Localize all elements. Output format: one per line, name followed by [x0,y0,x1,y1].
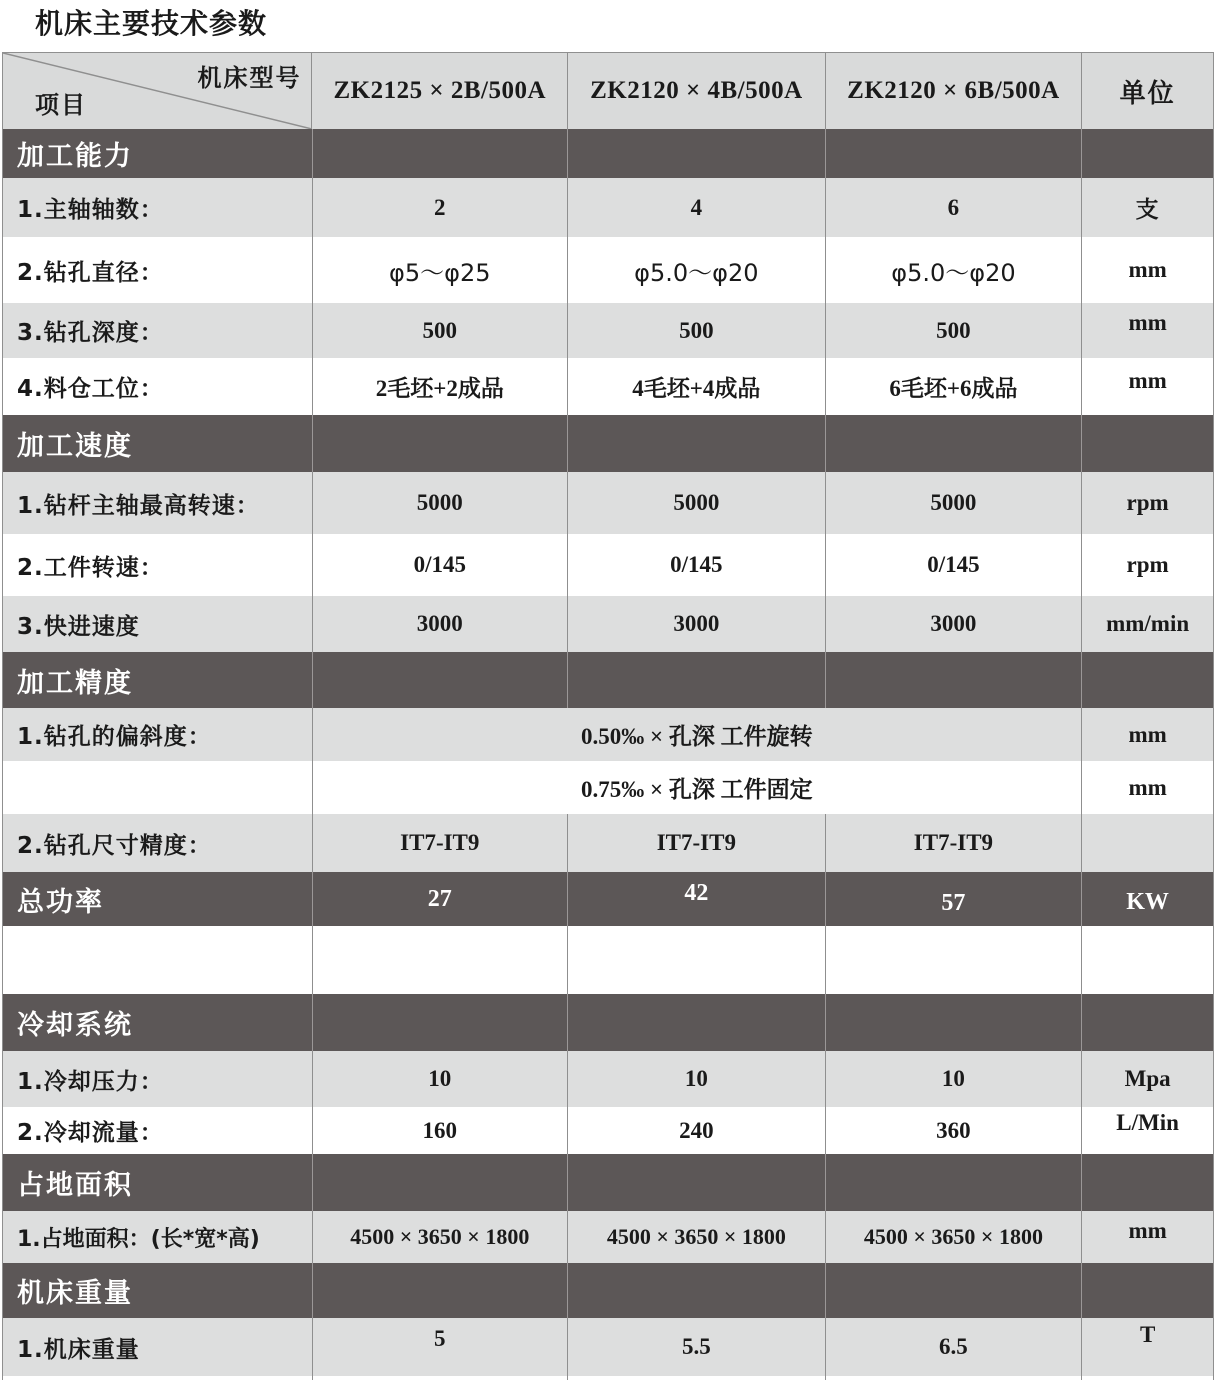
value-cell: 500 [422,317,458,343]
data-row-spindle-count [3,178,1213,237]
value-cell: 10 [428,1066,452,1091]
unit-cell: mm [1128,309,1167,335]
corner-header-cell [3,53,312,129]
column-header-unit: 单位 [1119,78,1176,109]
section-row-machine-weight [3,1263,1213,1318]
row-label: 3.钻孔深度： [17,320,164,346]
value-cell: 3000 [930,611,977,636]
page-title: 机床主要技术参数 [35,7,268,40]
value-cell: 4500 × 3650 × 1800 [350,1224,530,1249]
merged-value-cell: 0.50‰ × 孔深 工件旋转 [581,724,813,749]
value-cell: φ5.0～φ20 [634,258,759,287]
section-label: 加工速度 [17,431,133,462]
value-cell: 5000 [416,490,463,515]
column-header-model-1: ZK2125 × 2B/500A [333,77,547,104]
value-cell: 5000 [673,490,720,515]
row-label: 1.占地面积：(长*宽*高) [17,1226,260,1252]
value-cell: IT7-IT9 [656,830,736,855]
data-row-drilling-diameter [3,237,1213,303]
section-label: 加工能力 [17,141,133,172]
data-row-floor-space-dimensions [3,1211,1213,1263]
unit-cell: mm [1128,721,1167,747]
value-cell: 3000 [673,611,720,636]
unit-cell: mm [1128,1218,1167,1243]
data-row-max-spindle-speed [3,472,1213,534]
unit-cell: 支 [1135,197,1160,223]
value-cell: 360 [936,1117,971,1143]
section-row-machining-speed [3,415,1213,472]
value-cell: 6毛坯+6成品 [889,376,1018,401]
section-row-machining-capacity [3,129,1213,178]
spec-table [2,52,1214,1380]
data-row-workpiece-speed [3,534,1213,596]
unit-cell: L/Min [1116,1109,1179,1135]
section-row-total-power [3,872,1213,926]
unit-cell: mm [1128,257,1167,282]
row-label: 3.快进速度 [17,613,140,640]
value-cell: 5.5 [681,1334,711,1359]
value-cell: IT7-IT9 [913,830,994,855]
unit-cell: T [1139,1322,1156,1347]
row-label: 4.料仓工位： [17,376,164,402]
value-cell: 5000 [930,490,977,515]
value-cell: 3000 [416,611,463,636]
row-label: 1.钻孔的偏斜度： [17,724,212,750]
row-label: 2.冷却流量： [17,1120,164,1146]
empty-spacer-row [3,926,1213,994]
data-row-magazine-stations [3,358,1213,415]
value-cell: IT7-IT9 [400,830,480,855]
data-row-cooling-flow [3,1107,1213,1154]
value-cell: 10 [941,1066,965,1091]
corner-label-machine-model: 机床型号 [197,64,302,92]
data-row-hole-size-accuracy [3,814,1213,872]
data-row-hole-deviation-fixed [3,761,1213,814]
section-label: 机床重量 [17,1278,133,1309]
value-cell: 160 [422,1117,458,1143]
data-row-drilling-depth [3,303,1213,358]
value-cell: 42 [684,879,709,906]
value-cell: φ5.0～φ20 [891,258,1016,287]
unit-cell: KW [1126,888,1169,915]
section-label: 占地面积 [17,1170,133,1201]
unit-cell: mm [1128,367,1167,393]
value-cell: 4500 × 3650 × 1800 [863,1224,1043,1249]
value-cell: 0/145 [927,552,980,577]
data-row-rapid-feed-speed [3,596,1213,652]
row-label: 2.钻孔直径： [17,259,164,286]
row-label: 1.冷却压力： [17,1068,164,1095]
value-cell: 4毛坯+4成品 [632,376,761,401]
value-cell: 240 [679,1117,714,1143]
value-cell: 57 [941,889,966,916]
value-cell: 27 [427,885,452,912]
value-cell: 4500 × 3650 × 1800 [606,1224,786,1249]
value-cell: 500 [936,317,971,343]
column-header-model-2: ZK2120 × 4B/500A [590,77,803,104]
section-row-machining-accuracy [3,652,1213,708]
value-cell: 6.5 [939,1334,968,1359]
row-label: 1.机床重量 [17,1336,140,1363]
value-cell: 0/145 [670,552,723,577]
row-label: 2.钻孔尺寸精度： [17,832,212,859]
section-label: 总功率 [17,886,104,918]
table-header-row [3,53,1213,129]
data-row-hole-deviation-rotating [3,708,1213,761]
row-label: 1.主轴轴数： [17,197,164,223]
value-cell: 5 [434,1326,446,1351]
value-cell: 2毛坯+2成品 [375,376,504,401]
section-row-cooling-system [3,994,1213,1051]
section-label: 加工精度 [17,667,133,699]
section-label: 冷却系统 [17,1010,133,1041]
unit-cell: mm/min [1106,611,1190,636]
row-label: 1.钻杆主轴最高转速： [17,492,260,519]
merged-value-cell: 0.75‰ × 孔深 工件固定 [581,777,813,802]
value-cell: 2 [434,194,446,220]
cutoff-partial-row [3,1376,1213,1380]
data-row-cooling-pressure [3,1051,1213,1107]
row-label: 2.工件转速： [17,554,164,581]
value-cell: 500 [679,317,714,343]
value-cell: 0/145 [413,552,466,577]
value-cell: 10 [684,1066,708,1091]
section-row-floor-space [3,1154,1213,1211]
unit-cell: rpm [1126,490,1169,515]
unit-cell: rpm [1126,552,1169,577]
value-cell: 4 [690,194,703,220]
value-cell: 6 [947,194,960,220]
unit-cell: mm [1128,774,1167,800]
unit-cell: Mpa [1124,1066,1171,1091]
corner-label-item: 项目 [35,91,87,119]
data-row-machine-weight [3,1318,1213,1376]
value-cell: φ5～φ25 [389,258,491,287]
column-header-model-3: ZK2120 × 6B/500A [847,77,1060,104]
